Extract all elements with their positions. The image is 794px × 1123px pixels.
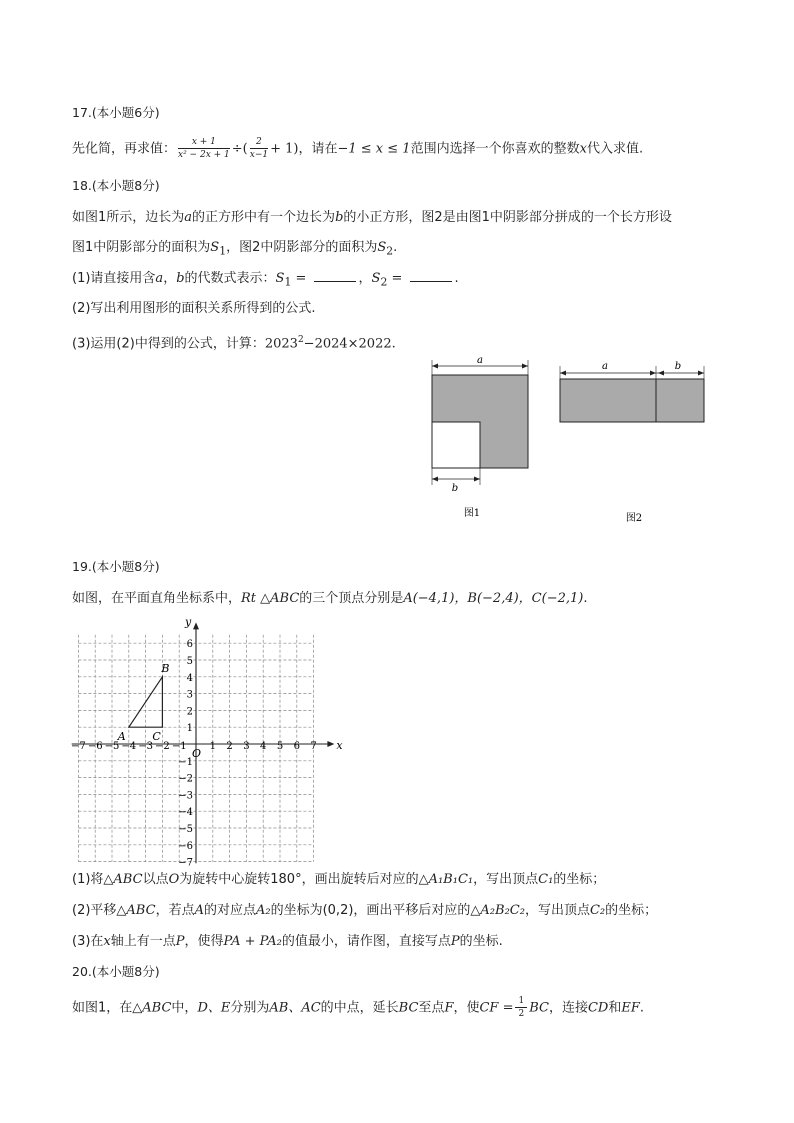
x-tick-label: 6 bbox=[293, 741, 300, 752]
q18-p1-comma: ， bbox=[163, 271, 177, 286]
q18-l1-text-c: 的小正方形，图2是由图1中阴影部分拼成的一个长方形设 bbox=[343, 210, 672, 225]
q18-line-2 bbox=[72, 238, 397, 262]
y-tick-label: −4 bbox=[178, 807, 193, 819]
x-tick-label: −7 bbox=[71, 741, 86, 752]
q19-coordinate-plane bbox=[0, 612, 360, 869]
x-tick-label: −5 bbox=[104, 741, 120, 752]
y-tick-label: 6 bbox=[186, 639, 193, 651]
q17-divide: ÷ bbox=[231, 141, 243, 157]
q18-answer-blank-2[interactable] bbox=[410, 269, 452, 282]
q19-p2-A2: A₂ bbox=[255, 903, 271, 918]
q18-p1-var-b: b bbox=[176, 271, 185, 286]
q18-figure-2 bbox=[552, 352, 712, 528]
q18-p1-s1: S bbox=[275, 271, 285, 286]
q19-points: A(−4,1)，B(−2,4)，C(−2,1). bbox=[403, 591, 588, 606]
q17-frac2-denominator: x−1 bbox=[249, 150, 269, 160]
q20-g: ，连接 bbox=[548, 1000, 588, 1016]
q18-p1-text-a: (1)请直接用含 bbox=[72, 271, 156, 286]
q18-p1-var-a: a bbox=[155, 271, 164, 286]
x-tick-label: 1 bbox=[209, 741, 216, 752]
q18-part-2: (2)写出利用图形的面积关系所得到的公式. bbox=[72, 301, 316, 316]
q17-frac1-denominator: x² − 2x + 1 bbox=[178, 150, 230, 160]
q18-var-a: a bbox=[184, 210, 193, 225]
point-c-label: C bbox=[152, 730, 161, 744]
q17-plus-one: + 1) bbox=[270, 141, 299, 157]
q19-intro bbox=[72, 589, 587, 609]
q17-paren: ( bbox=[242, 141, 248, 157]
y-tick-label: 5 bbox=[186, 656, 193, 667]
q18-p1-sep: ， bbox=[358, 271, 372, 286]
y-tick-label: −1 bbox=[178, 756, 193, 768]
q19-p1-b: 以点 bbox=[142, 872, 169, 887]
q19-p2-f: 的坐标； bbox=[605, 903, 658, 918]
q19-p1-c1: C₁ bbox=[538, 872, 554, 887]
q20-frac-num: 1 bbox=[515, 997, 527, 1008]
fig1-caption: 图1 bbox=[463, 508, 481, 519]
y-tick-label: 3 bbox=[186, 689, 193, 701]
q19-p3-P2: P bbox=[450, 934, 460, 949]
fig2-caption: 图2 bbox=[625, 513, 643, 524]
q18-l2-text-c: . bbox=[393, 240, 398, 255]
q19-header: 19.(本小题8分) bbox=[72, 559, 160, 574]
point-a-label: A bbox=[117, 730, 126, 744]
q20-tri: △ABC bbox=[132, 1000, 172, 1016]
x-tick-label: −6 bbox=[87, 741, 103, 752]
origin-label: O bbox=[192, 747, 202, 760]
fig2-rect-a bbox=[560, 379, 656, 422]
q19-p1-tri: △ABC bbox=[103, 872, 143, 887]
x-tick-label: −3 bbox=[138, 741, 153, 752]
q20-c: 分别为 bbox=[230, 1000, 270, 1016]
q20-abac: AB、AC bbox=[269, 1000, 321, 1016]
q19-intro-b: 的三个顶点分别是 bbox=[299, 591, 404, 606]
q18-p1-s1-sub: 1 bbox=[284, 275, 292, 289]
y-axis-arrow bbox=[193, 622, 199, 629]
q18-s1-sub: 1 bbox=[219, 244, 227, 258]
q20-header: 20.(本小题8分) bbox=[72, 964, 160, 979]
q18-header: 18.(本小题8分) bbox=[72, 178, 160, 193]
x-axis-label: x bbox=[336, 739, 343, 752]
q17-text-d: 代入求值. bbox=[586, 141, 644, 157]
q18-figure-1 bbox=[424, 352, 536, 522]
q19-p2-e: ，写出顶点 bbox=[524, 903, 590, 918]
q19-p3-a: (3)在 bbox=[72, 934, 104, 949]
q19-p3-d: 的值最小，请作图，直接写点 bbox=[281, 934, 451, 949]
y-tick-label: 2 bbox=[186, 706, 193, 718]
q20-de: D、E bbox=[197, 1000, 231, 1016]
q17-header: 17.(本小题6分) bbox=[72, 105, 160, 120]
q19-p1-a: (1)将 bbox=[72, 872, 104, 887]
q17-text-b: ，请在 bbox=[298, 141, 338, 157]
q19-p3-x: x bbox=[103, 934, 111, 949]
x-tick-label: −4 bbox=[121, 741, 137, 752]
q20-cf: CF = bbox=[479, 1000, 514, 1016]
q19-p1-o: O bbox=[168, 872, 180, 887]
q18-s2: S bbox=[377, 240, 387, 255]
q19-p3-b: 轴上有一点 bbox=[110, 934, 176, 949]
q18-p3-exponent: 2 bbox=[297, 335, 304, 345]
x-tick-label: −1 bbox=[171, 741, 187, 752]
q18-var-b: b bbox=[335, 210, 344, 225]
q18-p3-rest: −2024×2022. bbox=[303, 336, 396, 352]
fig1-label-a: a bbox=[477, 355, 483, 366]
q18-l1-text-b: 的正方形中有一个边长为 bbox=[192, 210, 336, 225]
fig2-label-b: b bbox=[674, 361, 682, 372]
x-tick-label: −2 bbox=[155, 741, 170, 752]
q18-p1-eq1: = bbox=[291, 271, 311, 286]
q19-rt-triangle: Rt △ABC bbox=[241, 591, 300, 606]
q18-p1-end: . bbox=[454, 271, 459, 286]
q20-h: 和 bbox=[608, 1000, 622, 1016]
q20-b: 中， bbox=[171, 1000, 198, 1016]
q18-p1-text-b: 的代数式表示： bbox=[184, 271, 276, 286]
q20-bc: BC bbox=[398, 1000, 419, 1016]
q18-s2-sub: 2 bbox=[386, 244, 394, 258]
y-tick-label: −7 bbox=[178, 857, 193, 869]
x-tick-label: 4 bbox=[260, 741, 267, 752]
y-tick-label: −5 bbox=[178, 824, 193, 835]
x-tick-label: 5 bbox=[276, 741, 284, 752]
q17-var-x: x bbox=[579, 141, 587, 157]
q20-ef: EF bbox=[621, 1000, 640, 1016]
y-tick-label: −2 bbox=[178, 773, 193, 785]
q17-body bbox=[72, 138, 643, 160]
q17-fraction-2 bbox=[250, 138, 268, 160]
q20-i: . bbox=[639, 1000, 645, 1016]
q19-p1-d: ，写出顶点 bbox=[473, 872, 539, 887]
y-tick-label: 4 bbox=[186, 672, 193, 684]
q19-part-2 bbox=[72, 901, 657, 921]
q19-p2-a: (2)平移 bbox=[72, 903, 117, 918]
q19-p1-tri2: △A₁B₁C₁ bbox=[418, 872, 474, 887]
q19-part-1 bbox=[72, 870, 605, 890]
y-tick-label: −6 bbox=[178, 840, 193, 852]
q18-l2-text-b: ，图2中阴影部分的面积为 bbox=[226, 240, 378, 255]
x-tick-label: 3 bbox=[243, 741, 250, 752]
q20-a: 如图1，在 bbox=[72, 1000, 133, 1016]
fig2-rect-b bbox=[656, 379, 704, 422]
q18-p3-text: (3)运用(2)中得到的公式，计算： bbox=[72, 336, 265, 352]
q19-p3-expr: PA + PA₂ bbox=[223, 934, 282, 949]
q17-frac2-numerator: 2 bbox=[250, 138, 268, 149]
x-axis-arrow bbox=[327, 741, 334, 747]
q20-body bbox=[72, 997, 644, 1019]
q18-part-1 bbox=[72, 269, 459, 293]
q19-part-3 bbox=[72, 932, 503, 952]
q19-p2-tri: △ABC bbox=[116, 903, 156, 918]
q19-intro-a: 如图，在平面直角坐标系中， bbox=[72, 591, 242, 606]
q18-answer-blank-1[interactable] bbox=[314, 269, 356, 282]
q18-line-1 bbox=[72, 208, 672, 228]
q17-text-a: 先化简，再求值： bbox=[72, 141, 177, 157]
fig2-label-a: a bbox=[602, 361, 608, 372]
q19-p2-tri2: △A₂B₂C₂ bbox=[470, 903, 525, 918]
q18-l2-text-a: 图1中阴影部分的面积为 bbox=[72, 240, 211, 255]
q19-p1-c: 为旋转中心旋转180°，画出旋转后对应的 bbox=[179, 872, 419, 887]
q18-part-3 bbox=[72, 330, 396, 354]
point-b-label: B bbox=[161, 661, 170, 675]
q19-p2-b: ，若点 bbox=[155, 903, 195, 918]
q17-fraction-1 bbox=[178, 138, 230, 160]
q17-text-c: 范围内选择一个你喜欢的整数 bbox=[410, 141, 580, 157]
q17-range: −1 ≤ x ≤ 1 bbox=[337, 141, 411, 157]
q19-p2-C2: C₂ bbox=[589, 903, 606, 918]
q18-l1-text-a: 如图1所示，边长为 bbox=[72, 210, 185, 225]
q18-p3-base: 2023 bbox=[264, 336, 298, 352]
q20-frac-den: 2 bbox=[518, 1009, 525, 1019]
x-tick-label: 7 bbox=[310, 741, 317, 752]
q18-p1-s2-sub: 2 bbox=[380, 275, 388, 289]
q20-cd: CD bbox=[587, 1000, 609, 1016]
q20-d: 的中点，延长 bbox=[320, 1000, 399, 1016]
q19-p3-e: 的坐标. bbox=[459, 934, 503, 949]
q17-frac1-numerator: x + 1 bbox=[178, 138, 230, 149]
fig1-small-square bbox=[432, 422, 480, 468]
q19-p1-e: 的坐标； bbox=[553, 872, 606, 887]
y-tick-label: −3 bbox=[178, 790, 193, 802]
q20-half-fraction bbox=[515, 997, 527, 1019]
y-axis-label: y bbox=[185, 615, 192, 629]
x-tick-label: 2 bbox=[226, 741, 233, 752]
q19-p3-P: P bbox=[175, 934, 185, 949]
q20-e: 至点 bbox=[418, 1000, 445, 1016]
q20-f: ，使 bbox=[453, 1000, 480, 1016]
q18-s1: S bbox=[210, 240, 220, 255]
q19-p2-d: 的坐标为(0,2)，画出平移后对应的 bbox=[270, 903, 471, 918]
q18-p1-eq2: = bbox=[387, 271, 407, 286]
q20-f-point: F bbox=[444, 1000, 454, 1016]
y-tick-label: 1 bbox=[186, 723, 193, 735]
q18-p1-s2: S bbox=[371, 271, 381, 286]
fig1-label-b: b bbox=[451, 483, 459, 494]
q20-bc2: BC bbox=[529, 1000, 549, 1016]
triangle-abc bbox=[129, 677, 163, 727]
q19-p2-A: A bbox=[194, 903, 204, 918]
q19-p2-c: 的对应点 bbox=[203, 903, 256, 918]
q19-p3-c: ，使得 bbox=[184, 934, 224, 949]
